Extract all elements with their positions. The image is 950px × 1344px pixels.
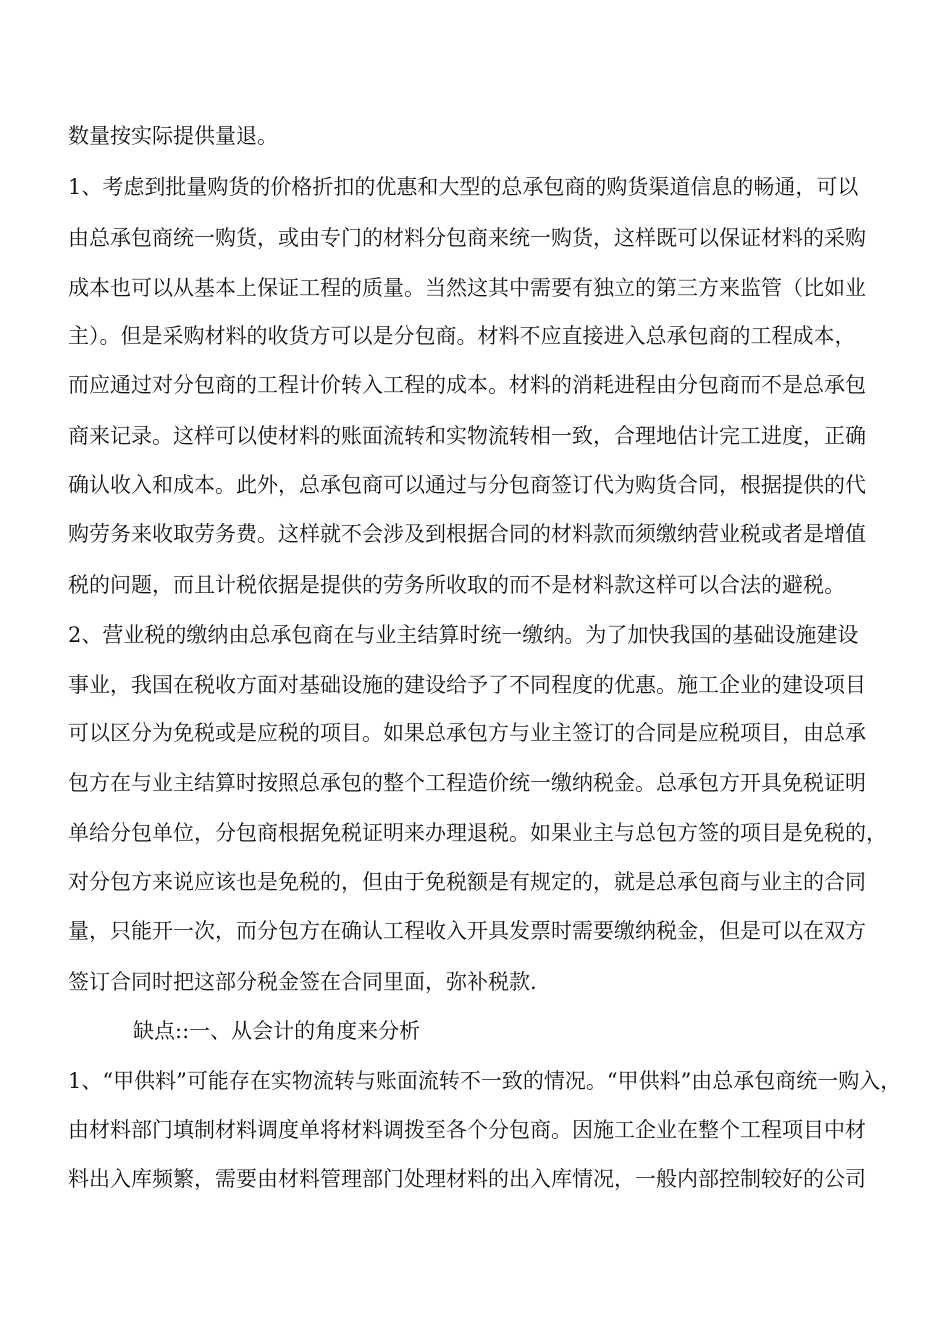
text-line: 1、“甲供料”可能存在实物流转与账面流转不一致的情况。“甲供料”由总承包商统一购入， [68,1069,902,1093]
text-line: 确认收入和成本。此外，总承包商可以通过与分包商签订代为购货合同，根据提供的代 [68,473,866,497]
section-heading: 缺点::一、从会计的角度来分析 [133,1019,421,1043]
text-line: 量，只能开一次，而分包方在确认工程收入开具发票时需要缴纳税金，但是可以在双方 [68,919,866,943]
text-line: 购劳务来收取劳务费。这样就不会涉及到根据合同的材料款而须缴纳营业税或者是增值 [68,522,866,546]
text-line: 签订合同时把这部分税金签在合同里面，弥补税款. [68,970,537,994]
text-line: 税的问题，而且计税依据是提供的劳务所收取的而不是材料款这样可以合法的避税。 [68,573,845,597]
text-line: 商来记录。这样可以使材料的账面流转和实物流转相一致，合理地估计完工进度，正确 [68,424,866,448]
text-line: 主）。但是采购材料的收货方可以是分包商。材料不应直接进入总承包商的工程成本， [68,324,856,348]
text-line: 由总承包商统一购货，或由专门的材料分包商来统一购货，这样既可以保证材料的采购 [68,226,866,250]
text-line: 2、营业税的缴纳由总承包商在与业主结算时统一缴纳。为了加快我国的基础设施建设 [68,623,859,647]
text-line: 事业，我国在税收方面对基础设施的建设给予了不同程度的优惠。施工企业的建设项目 [68,673,866,697]
text-line: 单给分包单位，分包商根据免税证明来办理退税。如果业主与总包方签的项目是免税的， [68,821,887,845]
text-line: 由材料部门填制材料调度单将材料调拨至各个分包商。因施工企业在整个工程项目中材 [68,1118,866,1142]
text-line: 成本也可以从基本上保证工程的质量。当然这其中需要有独立的第三方来监管（比如业 [68,276,866,300]
text-line: 数量按实际提供量退。 [68,124,278,148]
text-line: 对分包方来说应该也是免税的，但由于免税额是有规定的，就是总承包商与业主的合同 [68,870,866,894]
text-line: 而应通过对分包商的工程计价转入工程的成本。材料的消耗进程由分包商而不是总承包 [68,373,866,397]
text-line: 1、考虑到批量购货的价格折扣的优惠和大型的总承包商的购货渠道信息的畅通，可以 [68,175,859,199]
text-line: 包方在与业主结算时按照总承包的整个工程造价统一缴纳税金。总承包方开具免税证明 [68,771,866,795]
text-line: 料出入库频繁，需要由材料管理部门处理材料的出入库情况，一般内部控制较好的公司 [68,1167,866,1191]
text-line: 可以区分为免税或是应税的项目。如果总承包方与业主签订的合同是应税项目，由总承 [68,721,866,745]
